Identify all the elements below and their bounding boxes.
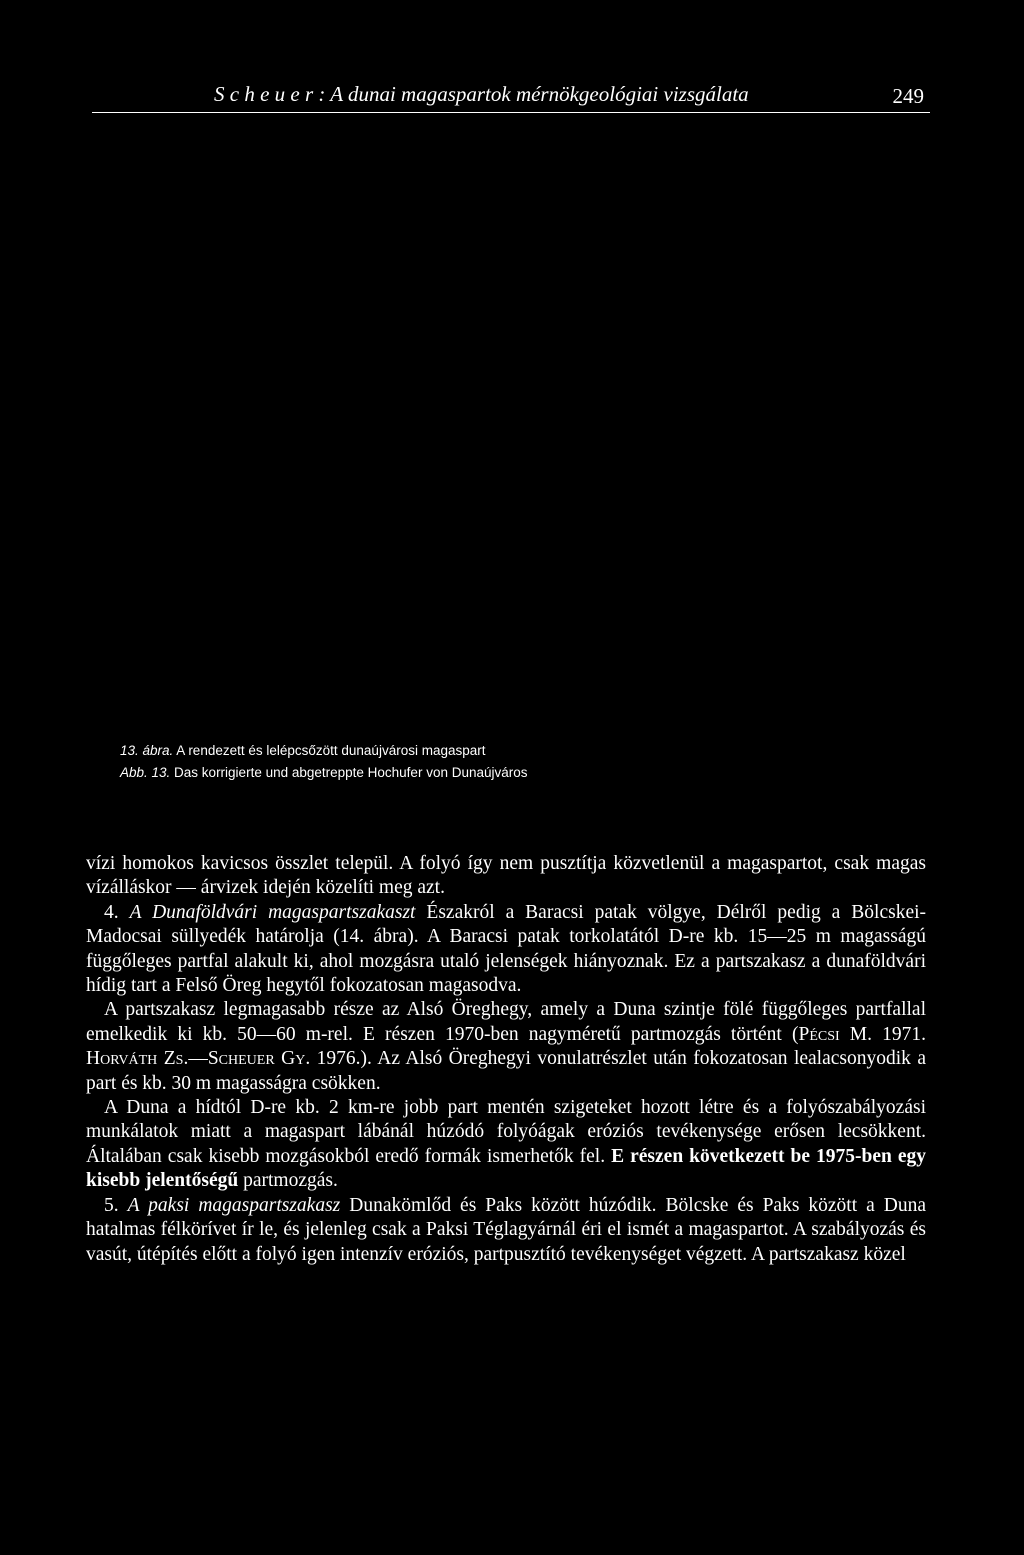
paragraph-2 — [86, 901, 926, 999]
paragraph-5 — [86, 1194, 926, 1267]
paragraph-4-text-a: A Duna a hídtól D-re kb. 2 km-re jobb part mentén szigeteket hozott létre és a folyószabályozási munkálatok miatt a magaspart lábánál húzódó folyóágak eróziós tevékenysége erősen lecsökkent. Általában csak kisebb mozgásokból eredő formák ismerhetők fel. — [86, 1097, 926, 1167]
paragraph-3-text-b: 1971. — [872, 1023, 927, 1045]
paragraph-3-text-a: A partszakasz legmagasabb része az Alsó Öreghegy, amely a Duna szintje fölé függőleges partfallal emelkedik ki kb. 50—60 m-rel. E részen 1970-ben nagyméretű partmozgás történt ( — [86, 999, 926, 1045]
caption-hu-lead: 13. ábra. — [120, 743, 174, 758]
page-number: 249 — [892, 84, 924, 108]
figure-13-image — [92, 120, 930, 730]
paragraph-4-text-b: partmozgás. — [238, 1170, 338, 1192]
paragraph-1: vízi homokos kavicsos összlet települ. A folyó így nem pusztítja közvetlenül a magaspartot, csak magas vízálláskor — árvizek idején közelíti meg azt. — [86, 853, 926, 899]
body-text — [86, 852, 926, 1267]
paragraph-2-text: Északról a Baracsi patak völgye, Délről pedig a Bölcskei-Madocsai süllyedék határolja (14. ábra). A Baracsi patak torkolatától D-re kb. 15—25 m magasságú függőleges partfal alakult ki, ahol mozgásra utaló jelenségek hiányoznak. Ez a partszakasz a dunaföldvári hídig tart a Felső Öreg hegytől fokozatosan magasodva. — [86, 901, 927, 997]
caption-de-lead: Abb. 13. — [120, 765, 171, 780]
running-title: S c h e u e r : A dunai magaspartok mérnökgeológiai vizsgálata — [214, 82, 749, 106]
figure-caption-hungarian — [120, 743, 485, 758]
reference-pecsi: Pécsi M. — [798, 1023, 872, 1045]
paragraph-3 — [86, 998, 926, 1096]
running-header — [92, 78, 930, 113]
caption-de-text: Das korrigierte und abgetreppte Hochufer von Dunaújváros — [170, 765, 528, 780]
paragraph-5-text: Dunakömlőd és Paks között húzódik. Bölcske és Paks között a Duna hatalmas félkörívet ír le, és jelenleg csak a Paksi Téglagyárnál éri el ismét a magaspartot. A szabályozás és vasút, útépítés előtt a folyó igen intenzív eróziós, partpusztító tevékenységet végzett. A partszakasz közel — [86, 1194, 926, 1265]
paragraph-3-text-d: 1976.). Az Alsó Öreghegyi vonulatrészlet után fokozatosan lealacsonyodik a part és kb. 30 m magasságra csökken. — [86, 1048, 927, 1094]
paragraph-4 — [86, 1096, 926, 1194]
section-4-title: A Dunaföldvári magaspartszakaszt — [129, 901, 416, 923]
caption-hu-text: A rendezett és lelépcsőzött dunaújvárosi magaspart — [173, 743, 486, 758]
section-5-title: A paksi magaspartszakasz — [127, 1194, 341, 1216]
section-4-number: 4. — [104, 901, 130, 923]
paragraph-3-dash: — — [188, 1048, 208, 1070]
section-5-number: 5. — [104, 1194, 128, 1216]
reference-scheuer: Scheuer Gy. — [207, 1048, 311, 1070]
paragraph-4-bold: E részen következett be 1975-ben egy kisebb jelentőségű — [86, 1145, 926, 1192]
figure-caption-german — [120, 765, 528, 780]
reference-horvath: Horváth Zs. — [86, 1048, 189, 1070]
